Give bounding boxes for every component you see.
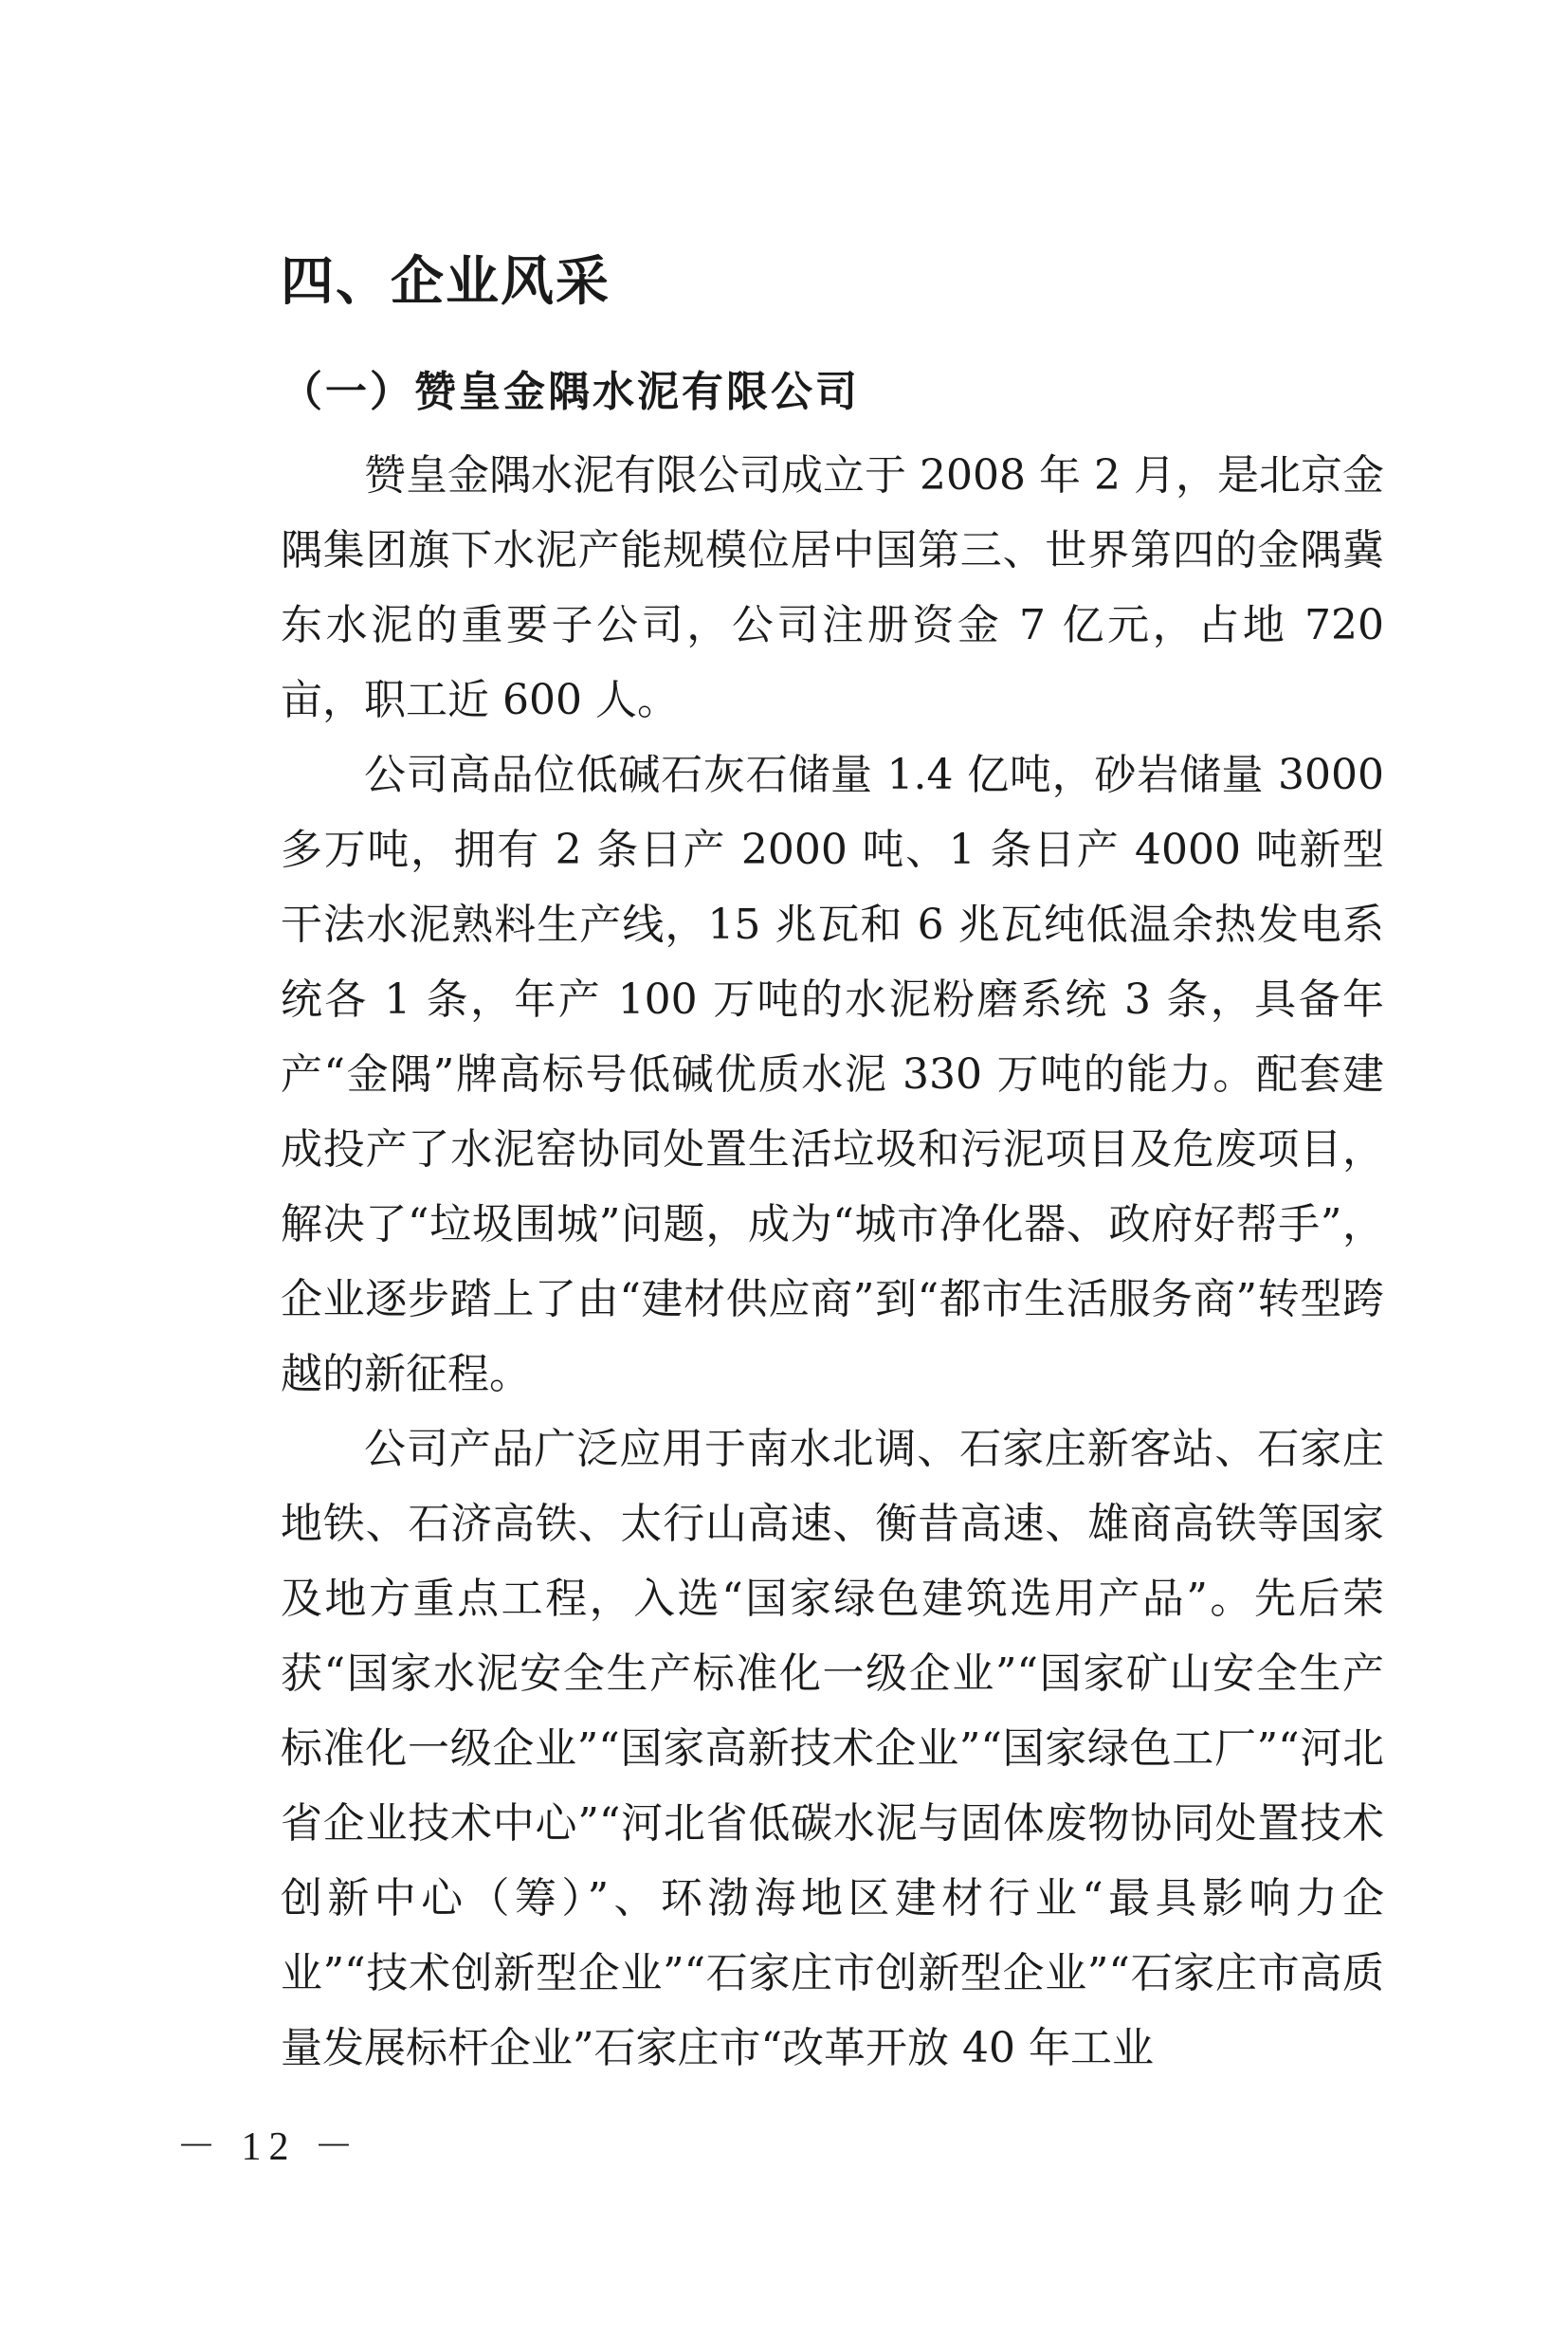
body-text xyxy=(281,438,1384,2086)
paragraph-intro: 赞皇金隅水泥有限公司成立于 2008 年 2 月，是北京金隅集团旗下水泥产能规模位居中国第三、世界第四的金隅冀东水泥的重要子公司，公司注册资金 7 亿元，占地 720 亩，职工近 600 人。 xyxy=(281,451,1384,724)
page-number: － 12 － xyxy=(176,2125,362,2169)
paragraph-capacity: 公司高品位低碱石灰石储量 1.4 亿吨，砂岩储量 3000 多万吨，拥有 2 条日产 2000 吨、1 条日产 4000 吨新型干法水泥熟料生产线，15 兆瓦和 6 兆瓦纯低温余热发电系统各 1 条，年产 100 万吨的水泥粉磨系统 3 条，具备年产“金隅”牌高标号低碱优质水泥 330 万吨的能力。配套建成投产了水泥窑协同处置生活垃圾和污泥项目及危废项目，解决了“垃圾围城”问题，成为“城市净化器、政府好帮手”，企业逐步踏上了由“建材供应商”到“都市生活服务商”转型跨越的新征程。 xyxy=(281,751,1384,1398)
company-subheading: （一）赞皇金隅水泥有限公司 xyxy=(281,368,860,416)
section-heading: 四、企业风采 xyxy=(281,251,611,313)
paragraph-honors: 公司产品广泛应用于南水北调、石家庄新客站、石家庄地铁、石济高铁、太行山高速、衡昔高速、雄商高铁等国家及地方重点工程，入选“国家绿色建筑选用产品”。先后荣获“国家水泥安全生产标准化一级企业”“国家矿山安全生产标准化一级企业”“国家高新技术企业”“国家绿色工厂”“河北省企业技术中心”“河北省低碳水泥与固体废物协同处置技术创新中心（筹）”、环渤海地区建材行业“最具影响力企业”“技术创新型企业”“石家庄市创新型企业”“石家庄市高质量发展标杆企业”石家庄市“改革开放 40 年工业 xyxy=(281,1425,1384,2072)
